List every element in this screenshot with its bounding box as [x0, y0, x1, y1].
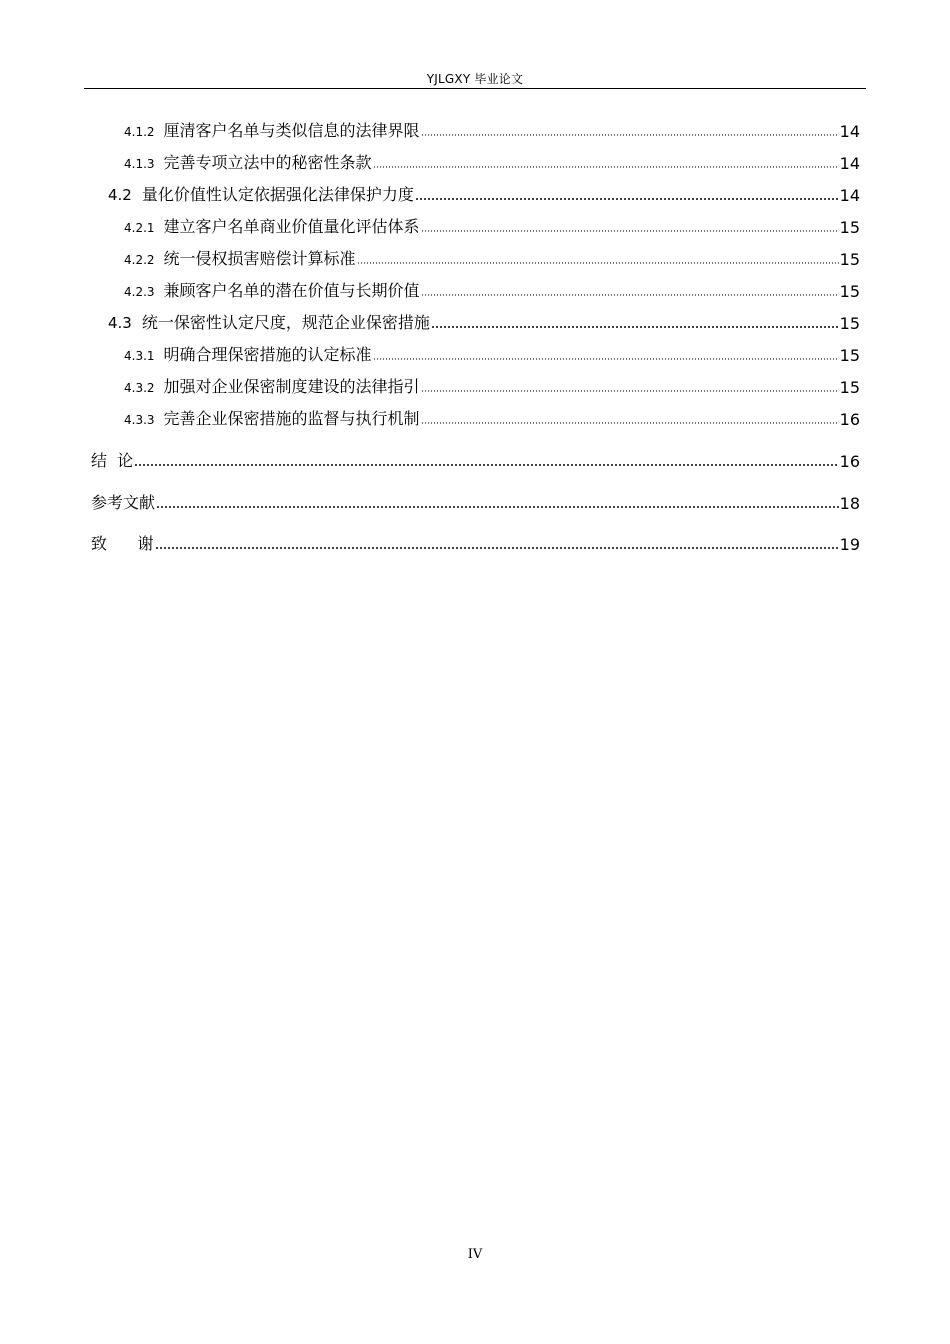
toc-entry-title: 厘清客户名单与类似信息的法律界限	[163, 121, 420, 140]
dot-leader	[373, 166, 839, 168]
toc-entry-title: 完善企业保密措施的监督与执行机制	[163, 409, 420, 428]
toc-entry-page: 14	[839, 122, 860, 141]
toc-entry[interactable]	[124, 121, 860, 141]
toc-entry[interactable]	[108, 313, 860, 333]
toc-entry-number: 4.2.1	[124, 221, 155, 235]
toc-entry[interactable]	[124, 217, 860, 237]
toc-entry-number: 4.2.3	[124, 285, 155, 299]
toc-entry-number: 4.3.2	[124, 381, 155, 395]
toc-entry-title: 结 论	[91, 451, 134, 470]
toc-entry-title: 统一侵权损害赔偿计算标准	[163, 249, 356, 268]
toc-entry-title: 量化价值性认定依据强化法律保护力度	[141, 185, 414, 204]
toc-entry-page: 15	[839, 314, 860, 333]
toc-entry-page: 14	[839, 186, 860, 205]
toc-entry-page: 15	[839, 282, 860, 301]
toc-entry[interactable]	[91, 491, 860, 513]
dot-leader	[156, 506, 839, 508]
dot-leader	[373, 358, 839, 360]
toc-entry-number: 4.3.3	[124, 413, 155, 427]
toc-entry-number: 4.2.2	[124, 253, 155, 267]
toc-entry-page: 15	[839, 218, 860, 237]
toc-entry-page: 16	[839, 452, 860, 471]
toc-entry-number: 4.2	[108, 186, 132, 204]
toc-entry-number: 4.1.3	[124, 157, 155, 171]
toc-entry-page: 16	[839, 410, 860, 429]
toc-entry-title: 建立客户名单商业价值量化评估体系	[163, 217, 420, 236]
toc-entry[interactable]	[124, 377, 860, 397]
toc-entry[interactable]	[124, 345, 860, 365]
header-rule	[84, 88, 866, 89]
toc-entry-page: 18	[839, 494, 860, 513]
toc-entry[interactable]	[124, 281, 860, 301]
dot-leader	[421, 230, 839, 232]
toc-entry-title: 明确合理保密措施的认定标准	[163, 345, 372, 364]
dot-leader	[421, 134, 839, 136]
toc-entry-title: 统一保密性认定尺度，规范企业保密措施	[141, 313, 430, 332]
toc-entry-page: 15	[839, 378, 860, 397]
toc-entry-page: 15	[839, 346, 860, 365]
toc-entry-page: 15	[839, 250, 860, 269]
dot-leader	[134, 464, 838, 466]
toc-entry[interactable]	[108, 185, 860, 205]
toc-entry-number: 4.1.2	[124, 125, 155, 139]
toc-entry[interactable]	[124, 409, 860, 429]
running-header: YJLGXY 毕业论文	[426, 72, 524, 86]
toc-entry-title: 致 谢	[91, 534, 154, 553]
dot-leader	[421, 422, 839, 424]
toc-entry-number: 4.3	[108, 314, 132, 332]
toc-entry-page: 14	[839, 154, 860, 173]
toc-entry-page: 19	[839, 535, 860, 554]
toc-entry[interactable]	[91, 532, 860, 554]
dot-leader	[421, 294, 839, 296]
dot-leader	[155, 547, 839, 549]
toc-entry-title: 参考文献	[91, 493, 156, 512]
toc-entry[interactable]	[124, 153, 860, 173]
dot-leader	[415, 198, 839, 200]
toc-entry[interactable]	[124, 249, 860, 269]
toc-entry-title: 加强对企业保密制度建设的法律指引	[163, 377, 420, 396]
page-number: IV	[467, 1247, 483, 1262]
toc-entry-number: 4.3.1	[124, 349, 155, 363]
toc-entry[interactable]	[91, 449, 860, 471]
dot-leader	[431, 326, 839, 328]
toc-entry-title: 兼顾客户名单的潜在价值与长期价值	[163, 281, 420, 300]
toc-entry-title: 完善专项立法中的秘密性条款	[163, 153, 372, 172]
dot-leader	[421, 390, 839, 392]
dot-leader	[357, 262, 839, 264]
